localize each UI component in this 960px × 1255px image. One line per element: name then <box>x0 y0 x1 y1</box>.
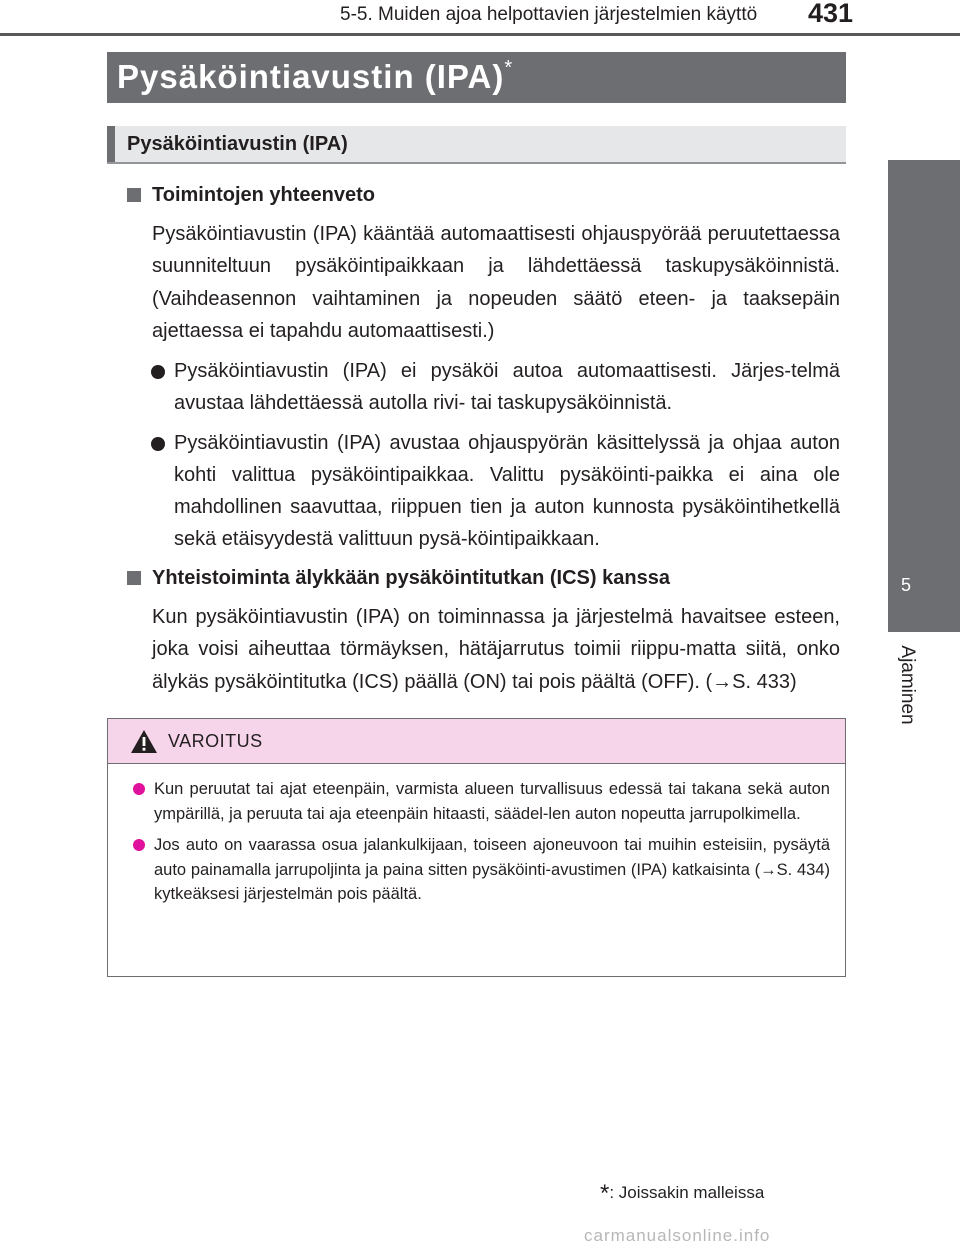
main-content <box>125 172 840 706</box>
watermark: carmanualsonline.info <box>584 1226 771 1245</box>
side-tab-label: Ajaminen <box>897 645 918 725</box>
bullet-item <box>174 355 840 419</box>
subheading-accent <box>107 126 115 162</box>
section-paragraph: Pysäköintiavustin (IPA) kääntää automaattisesti ohjauspyörää peruutettaessa suunniteltuun pysäköintipaikkaan ja lähdettäessä taskupysäköinnistä. (Vaihdeasennon vaihtaminen ja nopeuden säätö eteen- ja taaksepäin ajettaessa ei tapahdu automaattisesti.) <box>152 223 840 342</box>
title-footnote-marker: * <box>504 57 514 79</box>
section-heading <box>125 563 840 593</box>
warning-item <box>130 777 830 826</box>
bullet-item-text: Pysäköintiavustin (IPA) ei pysäköi autoa automaattisesti. Järjes-telmä avustaa lähdettäessä autolla rivi- tai taskupysäköinnistä. <box>174 360 840 415</box>
warning-item-text: Jos auto on vaarassa osua jalankulkijaan, toiseen ajoneuvoon tai muihin esteisiin, pysäytä auto painamalla jarrupoljinta ja paina sitten pysäköinti-avustimen (IPA) katkaisinta (→S. 434) kytkeäksesi järjestelmän pois päältä. <box>154 836 830 903</box>
footnote-marker: * <box>600 1180 610 1207</box>
page-title-bar <box>107 52 846 103</box>
bullet-item <box>174 427 840 555</box>
warning-header <box>108 719 845 764</box>
round-bullet-icon <box>151 365 165 379</box>
section-heading-text: Yhteistoiminta älykkään pysäköintitutkan (ICS) kanssa <box>152 567 670 590</box>
warning-item <box>130 833 830 907</box>
page-title-text: Pysäköintiavustin (IPA) <box>117 58 505 95</box>
warning-body <box>130 777 830 914</box>
subheading-bar <box>107 126 846 164</box>
warning-label: VAROITUS <box>168 731 263 751</box>
running-header: 5-5. Muiden ajoa helpottavien järjestelmien käyttö <box>340 4 758 25</box>
header-rule <box>0 33 960 36</box>
square-bullet-icon <box>127 188 141 202</box>
subheading-label: Pysäköintiavustin (IPA) <box>127 133 348 155</box>
page-number: 431 <box>808 0 854 28</box>
section-paragraph: Kun pysäköintiavustin (IPA) on toiminnassa ja järjestelmä havaitsee esteen, joka voisi aiheuttaa törmäyksen, hätäjarrutus toimii riippu-matta siitä, onko älykäs pysäköintitutka (ICS) päällä (ON) tai pois päältä (OFF). (→S. 433) <box>152 606 840 693</box>
warning-box <box>107 718 846 977</box>
warning-bullet-icon <box>133 839 145 851</box>
round-bullet-icon <box>151 437 165 451</box>
section-heading <box>125 180 840 210</box>
square-bullet-icon <box>127 571 141 585</box>
warning-triangle-icon <box>130 729 158 754</box>
side-tab-chapter-number: 5 <box>900 575 911 595</box>
chapter-side-tab <box>888 160 960 632</box>
page-title <box>117 57 513 96</box>
side-tab-label-wrapper <box>897 642 917 728</box>
footnote <box>600 1180 764 1208</box>
warning-item-text: Kun peruutat tai ajat eteenpäin, varmista alueen turvallisuus edessä tai takana sekä auton ympärillä, ja peruuta tai aja eteenpäin hitaasti, säädel-len auton nopeutta jarrupolkimella. <box>154 780 830 823</box>
warning-bullet-icon <box>133 783 145 795</box>
bullet-item-text: Pysäköintiavustin (IPA) avustaa ohjauspyörän käsittelyssä ja ohjaa auton kohti valittua pysäköintipaikkaa. Valittu pysäköinti-paikka ei aina ole mahdollinen saavuttaa, riippuen tien ja auton kunnosta pysäköintihetkellä sekä etäisyydestä valittuun pysä-köintipaikkaan. <box>174 432 840 551</box>
section-heading-text: Toimintojen yhteenveto <box>152 184 375 206</box>
footnote-text: : Joissakin malleissa <box>609 1183 765 1202</box>
